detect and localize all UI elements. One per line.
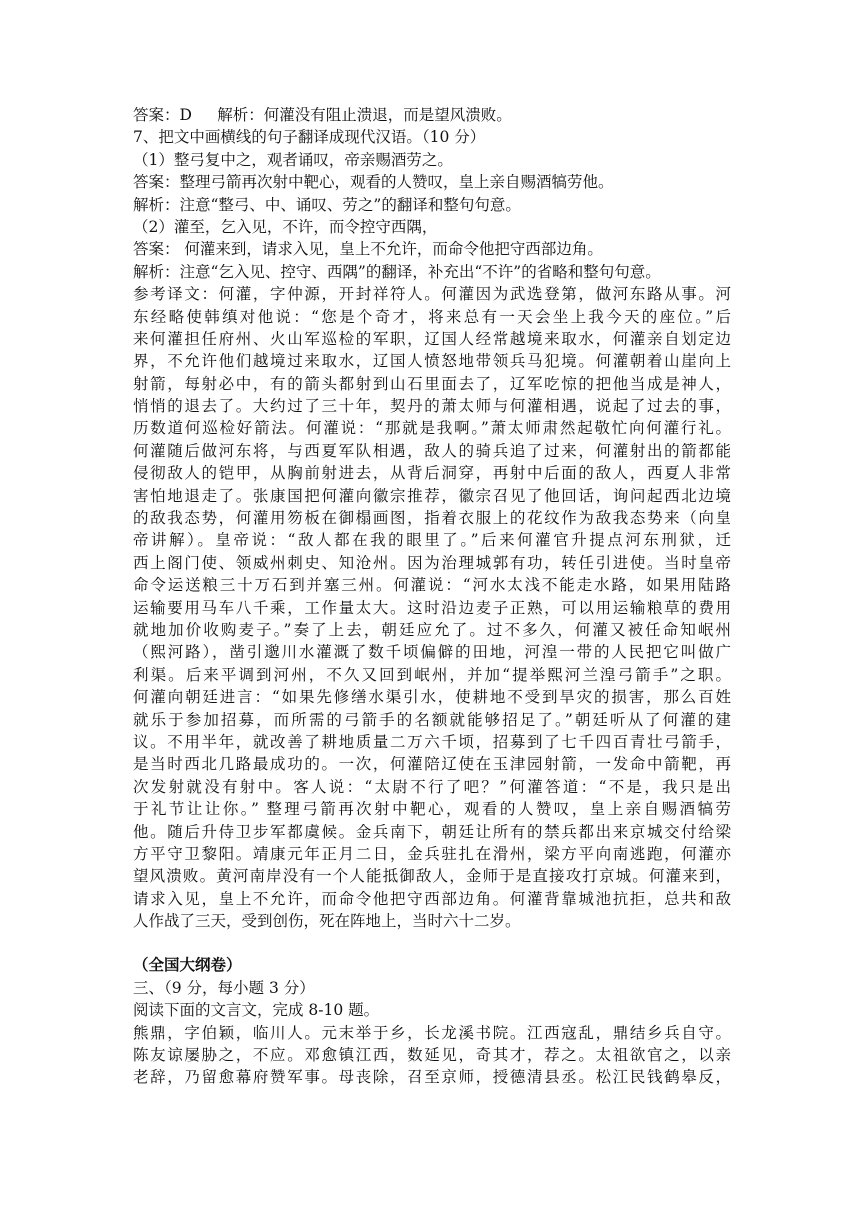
translation-line: 侵彻敌人的铠甲，从胸前射进去，从背后洞穿，再射中后面的敌人，西夏人非常 [133,464,731,483]
translation-line: 命令运送粮三十万石到并塞三州。何灌说：“河水太浅不能走水路，如果用陆路 [133,576,731,595]
translation-line: 西上阁门使、领威州刺史、知沧州。因为治理城郭有功，转任引进使。当时皇帝 [133,553,731,572]
answer-line: 答案：D 解析：何灌没有阻止溃退，而是望风溃败。 [133,106,512,124]
translation-line: 方平守卫黎阳。靖康元年正月二日，金兵驻扎在滑州，梁方平向南逃跑，何灌亦 [133,844,731,863]
translation-line: 次发射就没有射中。客人说：“太尉不行了吧？”何灌答道：“不是，我只是出 [133,777,731,796]
document-body [133,104,731,1089]
question-heading: 三、（9 分，每小题 3 分） [133,978,315,997]
answer-block [133,104,731,283]
translation-line: 就乐于参加招募，而所需的弓箭手的名额就能够招足了。”朝廷听从了何灌的建 [133,710,731,729]
section-spacer [133,932,731,954]
translation-line: 何灌向朝廷进言：“如果先修缮水渠引水，使耕地不受到旱灾的损害，那么百姓 [133,688,731,707]
classical-passage [133,1022,731,1089]
translation-line: 是当时西北几路最成功的。一次，何灌陪辽使在玉津园射箭，一发命中箭靶，再 [133,755,731,774]
translation-line: 参考译文：何灌，字仲源，开封祥符人。何灌因为武选登第，做河东路从事。河 [133,285,731,304]
translation-line: 来何灌担任府州、火山军巡检的军职，辽国人经常越境来取水，何灌亲自划定边 [133,329,731,348]
analysis-line: 解析：注意“整弓、中、诵叹、劳之”的翻译和整句句意。 [133,195,521,214]
translation-line: （熙河路），凿引邈川水灌溉了数千顷偏僻的田地，河湟一带的人民把它叫做广 [133,643,731,662]
passage-line: 老辞，乃留愈幕府赞军事。母丧除，召至京师，授德清县丞。松江民钱鹤皋反， [133,1068,731,1087]
translation-line: 界，不允许他们越境过来取水，辽国人愤怒地带领兵马犯境。何灌朝着山崖向上 [133,352,731,371]
translation-line: 请求入见，皇上不允许，而命令他把守西部边角。何灌背靠城池抗拒，总共和敌 [133,889,731,908]
translation-line: 东经略使韩缜对他说：“您是个奇才，将来总有一天会坐上我今天的座位。”后 [133,307,731,326]
question-item: （1）整弓复中之，观者诵叹，帝亲赐酒劳之。 [133,150,453,169]
translation-line: 望风溃败。黄河南岸没有一个人能抵御敌人，金师于是直接攻打京城。何灌来到， [133,867,731,886]
translation-line: 害怕地退走了。张康国把何灌向徽宗推荐，徽宗召见了他回话，询问起西北边境 [133,486,731,505]
translation-line: 于礼节让让你。” 整理弓箭再次射中靶心，观看的人赞叹，皇上亲自赐酒犒劳 [133,800,731,819]
translation-line: 射箭，每射必中，有的箭头都射到山石里面去了，辽军吃惊的把他当成是神人， [133,374,731,393]
translation-line: 他。随后升侍卫步军都虞候。金兵南下，朝廷让所有的禁兵都出来京城交付给梁 [133,822,731,841]
passage-line: 熊鼎，字伯颖，临川人。元末举于乡，长龙溪书院。江西寇乱，鼎结乡兵自守。 [133,1023,731,1042]
translation-line: 悄悄的退去了。大约过了三十年，契丹的萧太师与何灌相遇，说起了过去的事， [133,397,731,416]
instructions-line: 阅读下面的文言文，完成 8-10 题。 [133,1001,380,1020]
reference-translation [133,283,731,932]
section-heading: （全国大纲卷） [133,955,242,975]
question-heading: 7、把文中画横线的句子翻译成现代汉语。（10 分） [133,128,486,147]
translation-line: 人作战了三天，受到创伤，死在阵地上，当时六十二岁。 [133,912,521,931]
translation-line: 何灌随后做河东将，与西夏军队相遇，敌人的骑兵追了过来，何灌射出的箭都能 [133,441,731,460]
translation-line: 议。不用半年，就改善了耕地质量二万六千顷，招募到了七千四百青壮弓箭手， [133,732,731,751]
translation-line: 历数道何巡检好箭法。何灌说：“那就是我啊。”萧太师肃然起敬忙向何灌行礼。 [133,419,731,438]
answer-line: 答案： 何灌来到，请求入见，皇上不允许，而命令他把守西部边角。 [133,240,603,259]
question-item: （2）灌至，乞入见，不许，而令控守西隅， [133,217,438,236]
translation-line: 就地加价收购麦子。”奏了上去，朝廷应允了。过不多久，何灌又被任命知岷州 [133,620,731,639]
translation-line: 利渠。后来平调到河州，不久又回到岷州，并加“提举熙河兰湟弓箭手”之职。 [133,665,731,684]
analysis-line: 解析：注意“乞入见、控守、西隅”的翻译，补充出“不许”的省略和整句句意。 [133,262,661,281]
translation-line: 的敌我态势，何灌用笏板在御榻画图，指着衣服上的花纹作为敌我态势来（向皇 [133,509,731,528]
answer-line: 答案：整理弓箭再次射中靶心，观看的人赞叹，皇上亲自赐酒犒劳他。 [133,173,614,192]
translation-line: 帝讲解）。皇帝说：“敌人都在我的眼里了。”后来何灌官升提点河东刑狱，迁 [133,531,731,550]
passage-line: 陈友谅屡胁之，不应。邓愈镇江西，数延见，奇其才，荐之。太祖欲官之，以亲 [133,1046,731,1065]
translation-line: 运输要用马车八千乘，工作量太大。这时沿边麦子正熟，可以用运输粮草的费用 [133,598,731,617]
